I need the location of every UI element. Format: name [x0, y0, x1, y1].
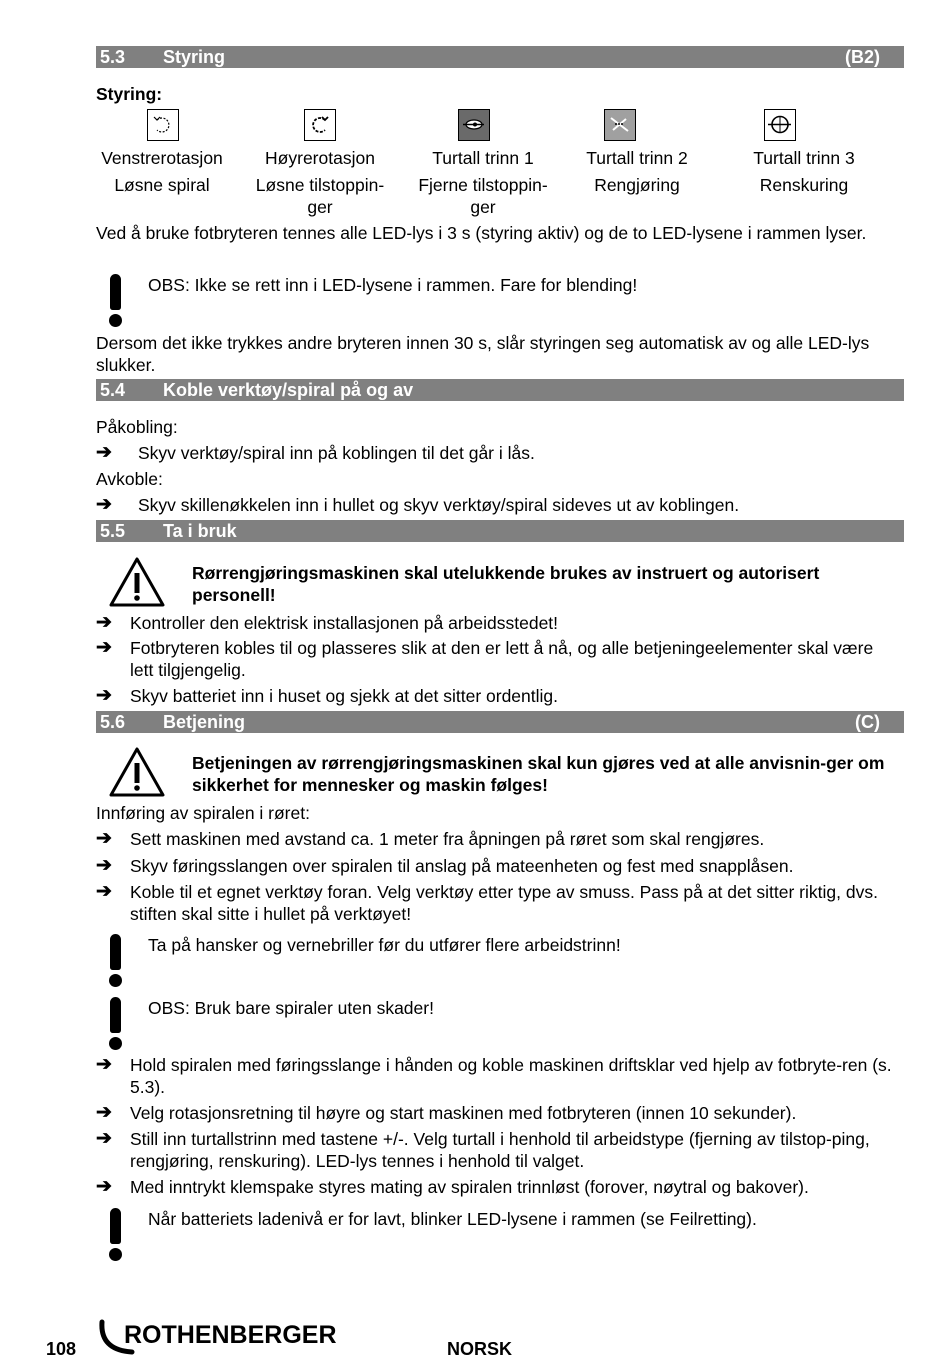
brand-name: ROTHENBERGER — [124, 1321, 337, 1349]
section-number: 5.6 — [100, 712, 126, 732]
pakobling-label: Påkobling: — [96, 417, 178, 437]
innforing-label: Innføring av spiralen i røret: — [96, 803, 310, 823]
note-gloves: Ta på hansker og vernebriller før du utfører flere arbeidstrinn! — [148, 935, 621, 955]
control-description: Fjerne tilstoppin- ger — [418, 175, 548, 217]
speed-2-icon — [604, 109, 636, 141]
led-paragraph: Ved å bruke fotbryteren tennes alle LED-lys i 3 s (styring aktiv) og de to LED-lysene i rammen lyser. — [96, 223, 867, 243]
language-label: NORSK — [447, 1339, 513, 1359]
control-label: Turtall trinn 2 — [586, 148, 688, 168]
control-description: Løsne tilstoppin- ger — [255, 175, 385, 217]
control-label: Turtall trinn 3 — [753, 148, 855, 168]
speed-1-icon — [458, 109, 490, 141]
section-header-5-6 — [96, 711, 904, 733]
section-number: 5.3 — [100, 47, 126, 67]
section-title: Styring — [163, 47, 226, 67]
arrow-right-icon: ➔ — [96, 855, 112, 876]
arrow-right-icon: ➔ — [96, 1054, 112, 1075]
auto-off-paragraph: Dersom det ikke trykkes andre bryteren innen 30 s, slår styringen seg automatisk av og alle LED-lys slukker. — [96, 333, 870, 375]
arrow-right-icon: ➔ — [96, 494, 112, 515]
warning-triangle-icon — [108, 746, 166, 798]
arrow-right-icon: ➔ — [96, 637, 112, 658]
note-obs-spiral: OBS: Bruk bare spiraler uten skader! — [148, 998, 434, 1018]
control-description: Løsne spiral — [114, 175, 210, 195]
exclamation-icon — [106, 997, 126, 1049]
brand-logo — [98, 1318, 358, 1358]
warning-text: Rørrengjøringsmaskinen skal utelukkende brukes av instruert og autorisert personell! — [192, 563, 820, 605]
section-header-5-4 — [96, 379, 904, 401]
section-header-5-5 — [96, 520, 904, 542]
rotate-left-icon — [147, 109, 179, 141]
avkoble-label: Avkoble: — [96, 469, 163, 489]
exclamation-icon — [106, 1208, 126, 1260]
section-title: Koble verktøy/spiral på og av — [163, 380, 414, 400]
note-obs-led: OBS: Ikke se rett inn i LED-lysene i rammen. Fare for blending! — [148, 275, 638, 295]
warning-text: Betjeningen av rørrengjøringsmaskinen skal kun gjøres ved at alle anvisnin-ger om sikkerhet for mennesker og maskin følges! — [192, 753, 885, 795]
arrow-right-icon: ➔ — [96, 612, 112, 633]
rotate-right-icon — [304, 109, 336, 141]
control-description: Renskuring — [759, 175, 849, 195]
figure-ref: (C) — [855, 712, 880, 732]
section-number: 5.5 — [100, 521, 126, 541]
speed-3-icon — [764, 109, 796, 141]
arrow-right-icon: ➔ — [96, 1102, 112, 1123]
exclamation-icon — [106, 934, 126, 986]
control-label: Venstrerotasjon — [101, 148, 223, 168]
section-number: 5.4 — [100, 380, 126, 400]
exclamation-icon — [106, 274, 126, 326]
figure-ref: (B2) — [845, 47, 880, 67]
arrow-right-icon: ➔ — [96, 881, 112, 902]
section-title: Ta i bruk — [163, 521, 237, 541]
control-label: Turtall trinn 1 — [432, 148, 534, 168]
section-title: Betjening — [163, 712, 246, 732]
arrow-right-icon: ➔ — [96, 828, 112, 849]
arrow-right-icon: ➔ — [96, 442, 112, 463]
arrow-right-icon: ➔ — [96, 1128, 112, 1149]
note-battery: Når batteriets ladenivå er for lavt, blinker LED-lysene i rammen (se Feilretting). — [148, 1209, 757, 1229]
control-label: Høyrerotasjon — [265, 148, 375, 168]
page-number: 108 — [46, 1339, 77, 1359]
section-header-5-3 — [96, 46, 904, 68]
styring-label: Styring: — [96, 84, 163, 104]
arrow-right-icon: ➔ — [96, 685, 112, 706]
arrow-right-icon: ➔ — [96, 1176, 112, 1197]
control-description: Rengjøring — [594, 175, 680, 195]
warning-triangle-icon — [108, 556, 166, 608]
